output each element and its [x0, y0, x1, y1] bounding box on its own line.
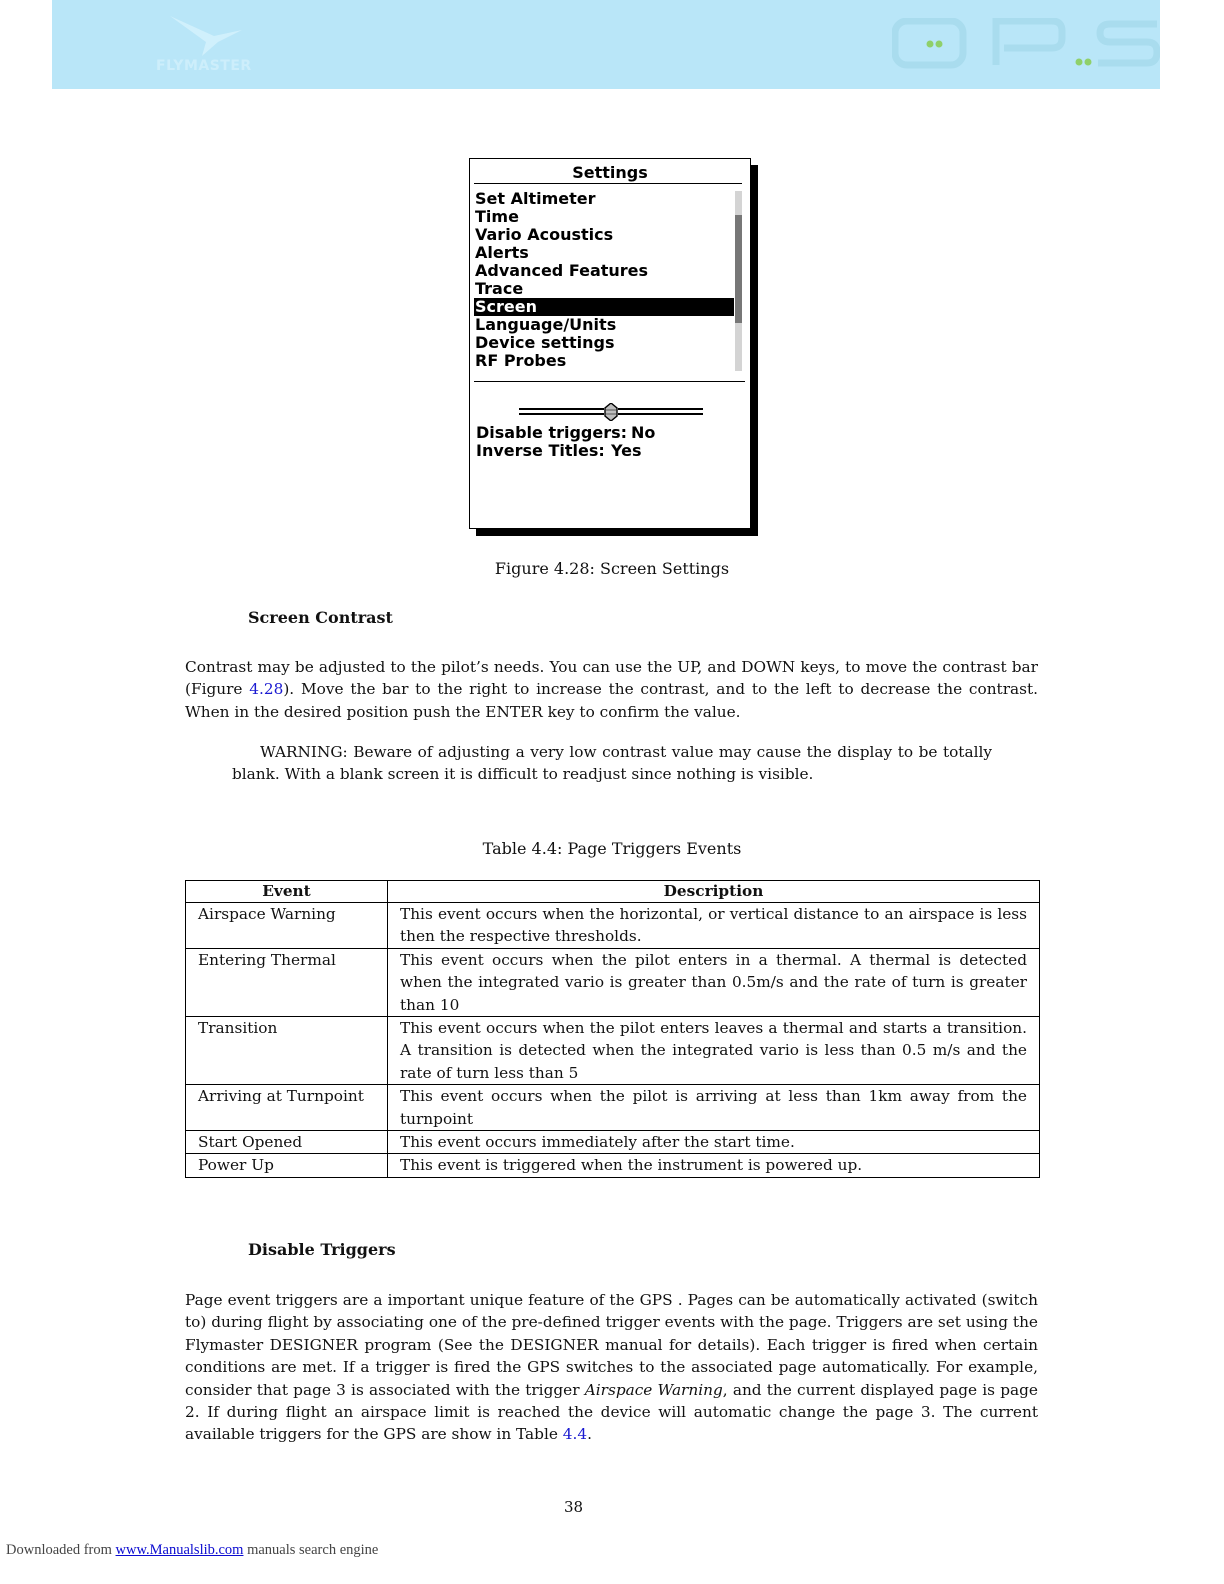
settings-menu: [474, 190, 734, 370]
description-cell: This event occurs when the pilot enters leaves a thermal and starts a transition. A transition is detected when the integrated vario is less than 0.5 m/s and the rate of turn less than 5: [388, 1017, 1040, 1085]
event-cell: Airspace Warning: [186, 903, 388, 949]
event-cell: Power Up: [186, 1154, 388, 1177]
figure-reference-link[interactable]: 4.28: [249, 680, 284, 699]
contrast-slider-knob-icon: [605, 403, 617, 421]
title-divider: [474, 183, 742, 184]
menu-divider: [474, 381, 745, 382]
section-heading: Screen Contrast: [248, 608, 393, 627]
option-value: No: [631, 423, 656, 442]
menu-item: RF Probes: [475, 351, 567, 370]
inverse-titles-option: [476, 441, 642, 460]
menu-item: Advanced Features: [475, 261, 649, 280]
paragraph: Contrast may be adjusted to the pilot’s needs. You can use the UP, and DOWN keys, to move the contrast bar (Figure 4.28). Move the bar to the right to increase the contrast, and to the left to decrease the contrast. When in the desired position push the ENTER key to confirm the value.: [185, 658, 1038, 721]
menu-item: Language/Units: [475, 315, 617, 334]
menu-item: Alerts: [475, 243, 529, 262]
warning-note: WARNING: Beware of adjusting a very low contrast value may cause the display to be totally blank. With a blank screen it is difficult to readjust since nothing is visible.: [232, 743, 992, 784]
column-header: Description: [388, 881, 1040, 903]
table-caption: Table 4.4: Page Triggers Events: [482, 839, 742, 858]
contrast-bar: [518, 403, 704, 421]
gps-logo-icon: [892, 18, 1160, 70]
menu-scrollbar-thumb: [735, 215, 742, 323]
download-footer: Downloaded from www.Manualslib.com manuals search engine: [6, 1542, 379, 1558]
event-cell: Arriving at Turnpoint: [186, 1085, 388, 1131]
menu-item: Time: [475, 207, 519, 226]
menu-item: Vario Acoustics: [475, 225, 614, 244]
table-header-row: [186, 881, 1040, 903]
paragraph: Page event triggers are a important unique feature of the GPS . Pages can be automatically activated (switch to) during flight by associating one of the pre-defined trigger events with the page. Triggers are set using the Flymaster DESIGNER program (See the DESIGNER manual for details). Each trigger is fired when certain conditions are met. If a trigger is fired the GPS switches to the associated page automatically. For example, consider that page 3 is associated with the trigger Airspace Warning, and the current displayed page is page 2. If during flight an airspace limit is reached the device will automatic change the page 3. The current available triggers for the GPS are show in Table 4.4.: [185, 1291, 1038, 1444]
section-heading: Disable Triggers: [248, 1240, 396, 1259]
triggers-table: [185, 880, 1040, 1178]
menu-item: Device settings: [475, 333, 615, 352]
table-row: [186, 1131, 1040, 1154]
option-label: Inverse Titles:: [476, 441, 605, 460]
table-row: [186, 1085, 1040, 1131]
menu-item-selected: Screen: [474, 298, 734, 316]
table-row: [186, 1017, 1040, 1085]
table-row: [186, 1154, 1040, 1177]
menu-item: Trace: [475, 279, 524, 298]
page-number: 38: [563, 1498, 584, 1516]
description-cell: This event occurs when the horizontal, or vertical distance to an airspace is less then the respective thresholds.: [388, 903, 1040, 949]
figure-caption: Figure 4.28: Screen Settings: [494, 559, 730, 578]
description-cell: This event occurs when the pilot is arriving at less than 1km away from the turnpoint: [388, 1085, 1040, 1131]
description-cell: This event is triggered when the instrument is powered up.: [388, 1154, 1040, 1177]
table-row: [186, 903, 1040, 949]
emphasis-text: Airspace Warning: [584, 1380, 723, 1399]
manualslib-link[interactable]: www.Manualslib.com: [115, 1542, 244, 1558]
menu-item: Set Altimeter: [475, 189, 596, 208]
table-reference-link[interactable]: 4.4: [562, 1425, 588, 1444]
event-cell: Transition: [186, 1017, 388, 1085]
disable-triggers-option: [476, 423, 656, 442]
option-value: Yes: [611, 441, 642, 460]
screen-title: Settings: [572, 163, 648, 182]
description-cell: This event occurs when the pilot enters in a thermal. A thermal is detected when the integrated vario is greater than 0.5m/s and the rate of turn is greater than 10: [388, 948, 1040, 1016]
header-banner: [52, 0, 1160, 89]
description-cell: This event occurs immediately after the start time.: [388, 1131, 1040, 1154]
option-label: Disable triggers:: [476, 423, 628, 442]
settings-screen-figure: [469, 158, 751, 529]
table-row: [186, 948, 1040, 1016]
event-cell: Entering Thermal: [186, 948, 388, 1016]
event-cell: Start Opened: [186, 1131, 388, 1154]
brand-name: FLYMASTER: [156, 58, 252, 74]
column-header: Event: [186, 881, 388, 903]
flymaster-logo-icon: [162, 12, 248, 56]
